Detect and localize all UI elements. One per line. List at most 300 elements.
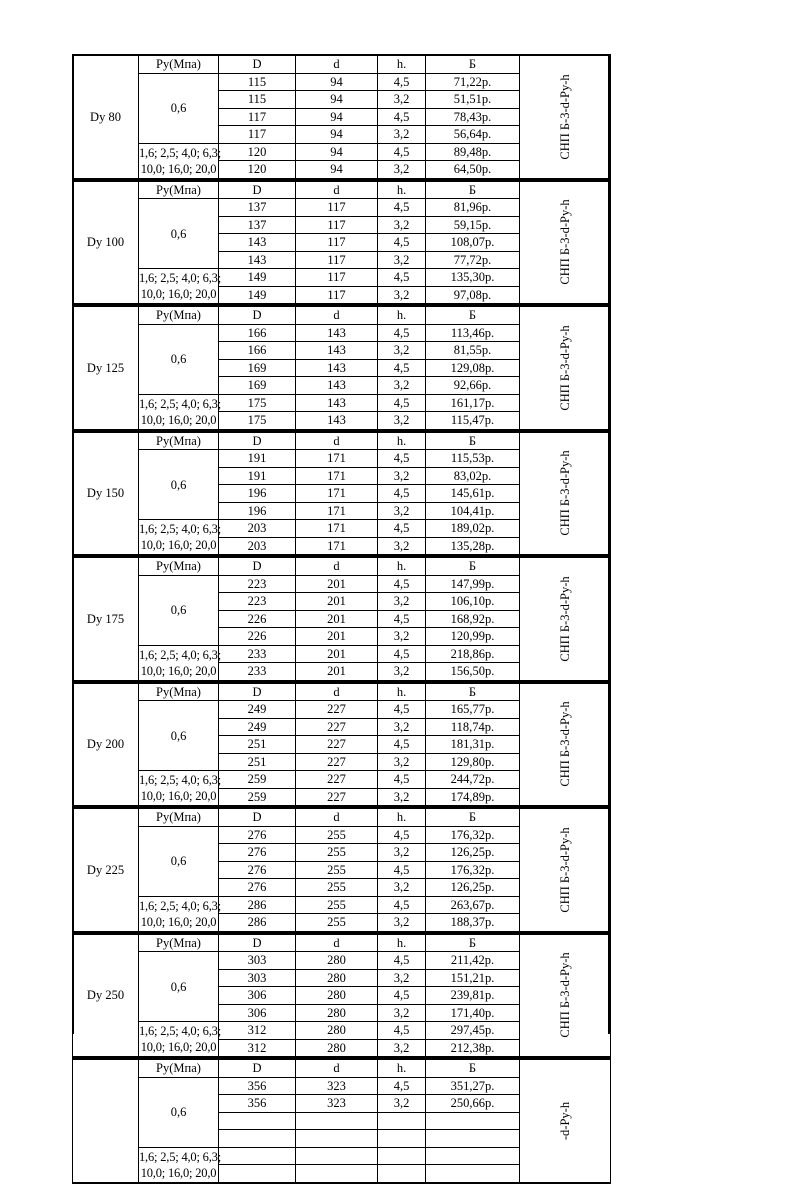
thickness-cell: 3,2 xyxy=(378,844,426,862)
pressure-high-line2: 10,0; 16,0; 20,0 xyxy=(140,538,217,552)
pressure-high-line2: 10,0; 16,0; 20,0 xyxy=(140,914,217,929)
inner-diameter-cell: 117 xyxy=(296,216,378,234)
designation-code xyxy=(520,55,611,179)
header-pressure: Ру(Мпа) xyxy=(139,1059,219,1077)
thickness-cell: 3,2 xyxy=(378,593,426,611)
inner-diameter-cell: 117 xyxy=(296,251,378,269)
thickness-cell: 4,5 xyxy=(378,701,426,719)
outer-diameter-cell: 276 xyxy=(219,879,296,897)
price-cell: 176,32р. xyxy=(426,826,520,844)
inner-diameter-cell: 117 xyxy=(296,199,378,217)
price-cell: 165,77р. xyxy=(426,701,520,719)
outer-diameter-cell: 276 xyxy=(219,861,296,879)
pressure-high xyxy=(139,1022,219,1058)
size-block xyxy=(72,431,611,557)
pressure-high-line1: 1,6; 2,5; 4,0; 6,3; xyxy=(139,396,221,411)
designation-code-text: -d-Ру-h xyxy=(558,1101,572,1140)
price-cell: 83,02р. xyxy=(426,467,520,485)
inner-diameter-cell: 323 xyxy=(296,1095,378,1113)
header-row xyxy=(73,808,611,826)
price-cell xyxy=(426,1130,520,1148)
header-row xyxy=(73,1059,611,1077)
inner-diameter-cell: 323 xyxy=(296,1077,378,1095)
thickness-cell: 4,5 xyxy=(378,861,426,879)
inner-diameter-cell: 94 xyxy=(296,143,378,161)
outer-diameter-cell: 166 xyxy=(219,342,296,360)
outer-diameter-cell: 169 xyxy=(219,359,296,377)
inner-diameter-cell: 201 xyxy=(296,663,378,681)
thickness-cell xyxy=(378,1165,426,1183)
pressure-high-line1: 1,6; 2,5; 4,0; 6,3; xyxy=(139,1149,221,1164)
price-cell: 51,51р. xyxy=(426,91,520,109)
price-cell: 239,81р. xyxy=(426,987,520,1005)
pressure-low: 0,6 xyxy=(139,575,219,645)
inner-diameter-cell: 201 xyxy=(296,628,378,646)
inner-diameter-cell: 280 xyxy=(296,1039,378,1057)
thickness-cell: 4,5 xyxy=(378,143,426,161)
thickness-cell: 3,2 xyxy=(378,1039,426,1057)
designation-code-text: СНП Б-3-d-Ру-h xyxy=(558,450,572,536)
header-pressure: Ру(Мпа) xyxy=(139,808,219,826)
inner-diameter-cell: 280 xyxy=(296,987,378,1005)
thickness-cell: 4,5 xyxy=(378,575,426,593)
thickness-cell: 4,5 xyxy=(378,73,426,91)
header-outer-diameter: D xyxy=(219,306,296,324)
price-cell: 151,21р. xyxy=(426,969,520,987)
thickness-cell: 4,5 xyxy=(378,234,426,252)
price-cell: 189,02р. xyxy=(426,520,520,538)
price-cell: 351,27р. xyxy=(426,1077,520,1095)
price-cell: 250,66р. xyxy=(426,1095,520,1113)
size-block xyxy=(72,556,611,682)
header-row xyxy=(73,181,611,199)
outer-diameter-cell: 233 xyxy=(219,663,296,681)
pressure-high xyxy=(139,896,219,932)
header-row xyxy=(73,432,611,450)
inner-diameter-cell: 280 xyxy=(296,969,378,987)
size-block xyxy=(72,807,611,933)
inner-diameter-cell: 255 xyxy=(296,879,378,897)
outer-diameter-cell: 196 xyxy=(219,485,296,503)
header-inner-diameter: d xyxy=(296,557,378,575)
outer-diameter-cell: 356 xyxy=(219,1095,296,1113)
header-outer-diameter: D xyxy=(219,557,296,575)
thickness-cell: 3,2 xyxy=(378,718,426,736)
header-thickness: h. xyxy=(378,557,426,575)
header-inner-diameter: d xyxy=(296,934,378,952)
header-outer-diameter: D xyxy=(219,181,296,199)
pressure-high-line1: 1,6; 2,5; 4,0; 6,3; xyxy=(139,647,221,662)
price-cell: 161,17р. xyxy=(426,394,520,412)
designation-code-text: СНП Б-3-d-Ру-h xyxy=(558,199,572,285)
inner-diameter-cell: 143 xyxy=(296,324,378,342)
thickness-cell: 4,5 xyxy=(378,1022,426,1040)
size-block xyxy=(72,180,611,306)
inner-diameter-cell: 117 xyxy=(296,234,378,252)
price-cell: 115,47р. xyxy=(426,412,520,430)
thickness-cell: 4,5 xyxy=(378,987,426,1005)
pressure-low: 0,6 xyxy=(139,199,219,269)
thickness-cell: 4,5 xyxy=(378,269,426,287)
thickness-cell: 4,5 xyxy=(378,610,426,628)
pressure-high-line1: 1,6; 2,5; 4,0; 6,3; xyxy=(139,898,221,913)
outer-diameter-cell: 226 xyxy=(219,628,296,646)
thickness-cell: 3,2 xyxy=(378,342,426,360)
inner-diameter-cell: 171 xyxy=(296,502,378,520)
thickness-cell: 3,2 xyxy=(378,753,426,771)
thickness-cell: 3,2 xyxy=(378,412,426,430)
thickness-cell: 3,2 xyxy=(378,216,426,234)
nominal-diameter: Dy 125 xyxy=(73,306,139,430)
thickness-cell: 4,5 xyxy=(378,771,426,789)
thickness-cell: 4,5 xyxy=(378,520,426,538)
pressure-low: 0,6 xyxy=(139,1077,219,1147)
pressure-high-line1: 1,6; 2,5; 4,0; 6,3; xyxy=(139,773,221,787)
header-price: Б xyxy=(426,557,520,575)
thickness-cell: 3,2 xyxy=(378,1004,426,1022)
header-price: Б xyxy=(426,181,520,199)
size-block xyxy=(72,933,611,1059)
nominal-diameter: Dy 250 xyxy=(73,934,139,1058)
header-price: Б xyxy=(426,683,520,701)
price-cell: 147,99р. xyxy=(426,575,520,593)
price-cell: 156,50р. xyxy=(426,663,520,681)
price-cell: 97,08р. xyxy=(426,286,520,304)
designation-code xyxy=(520,683,611,807)
inner-diameter-cell: 143 xyxy=(296,359,378,377)
inner-diameter-cell: 117 xyxy=(296,269,378,287)
inner-diameter-cell: 143 xyxy=(296,394,378,412)
price-cell: 81,55р. xyxy=(426,342,520,360)
designation-code-text: СНП Б-3-d-Ру-h xyxy=(558,325,572,411)
nominal-diameter: Dy 100 xyxy=(73,181,139,305)
inner-diameter-cell: 227 xyxy=(296,753,378,771)
outer-diameter-cell: 303 xyxy=(219,952,296,970)
header-row xyxy=(73,557,611,575)
inner-diameter-cell: 94 xyxy=(296,73,378,91)
inner-diameter-cell: 201 xyxy=(296,593,378,611)
price-cell: 135,30р. xyxy=(426,269,520,287)
thickness-cell: 4,5 xyxy=(378,108,426,126)
price-cell: 77,72р. xyxy=(426,251,520,269)
thickness-cell: 3,2 xyxy=(378,91,426,109)
thickness-cell: 3,2 xyxy=(378,879,426,897)
price-cell: 126,25р. xyxy=(426,844,520,862)
inner-diameter-cell: 255 xyxy=(296,861,378,879)
designation-code-text: СНП Б-3-d-Ру-h xyxy=(558,701,572,787)
price-cell: 171,40р. xyxy=(426,1004,520,1022)
inner-diameter-cell: 143 xyxy=(296,377,378,395)
pressure-high xyxy=(139,1147,219,1183)
header-outer-diameter: D xyxy=(219,683,296,701)
outer-diameter-cell xyxy=(219,1130,296,1148)
price-cell: 129,80р. xyxy=(426,753,520,771)
inner-diameter-cell: 201 xyxy=(296,610,378,628)
header-thickness: h. xyxy=(378,1059,426,1077)
thickness-cell: 4,5 xyxy=(378,450,426,468)
price-cell: 297,45р. xyxy=(426,1022,520,1040)
inner-diameter-cell xyxy=(296,1130,378,1148)
size-block xyxy=(72,1058,611,1184)
header-price: Б xyxy=(426,432,520,450)
outer-diameter-cell: 356 xyxy=(219,1077,296,1095)
nominal-diameter xyxy=(73,1059,139,1183)
designation-code xyxy=(520,808,611,932)
price-cell: 212,38р. xyxy=(426,1039,520,1057)
outer-diameter-cell: 191 xyxy=(219,467,296,485)
inner-diameter-cell: 171 xyxy=(296,450,378,468)
outer-diameter-cell: 175 xyxy=(219,412,296,430)
pressure-low: 0,6 xyxy=(139,450,219,520)
designation-code xyxy=(520,306,611,430)
designation-code-text: СНП Б-3-d-Ру-h xyxy=(558,74,572,160)
outer-diameter-cell: 249 xyxy=(219,718,296,736)
price-cell: 113,46р. xyxy=(426,324,520,342)
thickness-cell: 4,5 xyxy=(378,826,426,844)
thickness-cell: 3,2 xyxy=(378,1095,426,1113)
pressure-low: 0,6 xyxy=(139,952,219,1022)
header-thickness: h. xyxy=(378,181,426,199)
inner-diameter-cell: 227 xyxy=(296,736,378,754)
inner-diameter-cell: 201 xyxy=(296,575,378,593)
pressure-high-line2: 10,0; 16,0; 20,0 xyxy=(140,1165,217,1180)
header-thickness: h. xyxy=(378,55,426,73)
outer-diameter-cell: 166 xyxy=(219,324,296,342)
pressure-high-line2: 10,0; 16,0; 20,0 xyxy=(140,287,217,301)
outer-diameter-cell: 191 xyxy=(219,450,296,468)
outer-diameter-cell: 306 xyxy=(219,987,296,1005)
header-outer-diameter: D xyxy=(219,55,296,73)
inner-diameter-cell: 280 xyxy=(296,1022,378,1040)
header-pressure: Ру(Мпа) xyxy=(139,306,219,324)
price-cell: 181,31р. xyxy=(426,736,520,754)
price-cell: 118,74р. xyxy=(426,718,520,736)
pressure-high-line1: 1,6; 2,5; 4,0; 6,3; xyxy=(139,1024,221,1038)
header-row xyxy=(73,306,611,324)
designation-code xyxy=(520,181,611,305)
pressure-high xyxy=(139,771,219,807)
thickness-cell: 3,2 xyxy=(378,663,426,681)
header-outer-diameter: D xyxy=(219,1059,296,1077)
inner-diameter-cell: 171 xyxy=(296,537,378,555)
inner-diameter-cell xyxy=(296,1147,378,1165)
outer-diameter-cell: 143 xyxy=(219,251,296,269)
price-cell: 92,66р. xyxy=(426,377,520,395)
header-pressure: Ру(Мпа) xyxy=(139,683,219,701)
price-cell: 106,10р. xyxy=(426,593,520,611)
price-cell: 174,89р. xyxy=(426,788,520,806)
outer-diameter-cell: 137 xyxy=(219,216,296,234)
thickness-cell: 4,5 xyxy=(378,199,426,217)
pressure-low: 0,6 xyxy=(139,701,219,771)
thickness-cell: 3,2 xyxy=(378,161,426,179)
designation-code-text: СНП Б-3-d-Ру-h xyxy=(558,952,572,1038)
thickness-cell: 3,2 xyxy=(378,377,426,395)
pressure-high xyxy=(139,143,219,179)
price-cell: 56,64р. xyxy=(426,126,520,144)
price-cell: 81,96р. xyxy=(426,199,520,217)
inner-diameter-cell xyxy=(296,1165,378,1183)
thickness-cell: 3,2 xyxy=(378,126,426,144)
inner-diameter-cell: 94 xyxy=(296,108,378,126)
pressure-high xyxy=(139,520,219,556)
thickness-cell xyxy=(378,1130,426,1148)
price-cell: 135,28р. xyxy=(426,537,520,555)
header-pressure: Ру(Мпа) xyxy=(139,181,219,199)
inner-diameter-cell: 255 xyxy=(296,914,378,932)
price-cell xyxy=(426,1147,520,1165)
inner-diameter-cell: 227 xyxy=(296,788,378,806)
thickness-cell: 3,2 xyxy=(378,969,426,987)
inner-diameter-cell xyxy=(296,1112,378,1130)
thickness-cell: 4,5 xyxy=(378,324,426,342)
inner-diameter-cell: 280 xyxy=(296,1004,378,1022)
gasket-price-table xyxy=(72,54,610,1180)
inner-diameter-cell: 117 xyxy=(296,286,378,304)
outer-diameter-cell: 143 xyxy=(219,234,296,252)
price-cell xyxy=(426,1112,520,1130)
inner-diameter-cell: 227 xyxy=(296,701,378,719)
header-inner-diameter: d xyxy=(296,55,378,73)
outer-diameter-cell: 251 xyxy=(219,736,296,754)
designation-code xyxy=(520,432,611,556)
price-cell: 120,99р. xyxy=(426,628,520,646)
nominal-diameter: Dy 175 xyxy=(73,557,139,681)
header-inner-diameter: d xyxy=(296,1059,378,1077)
price-cell: 104,41р. xyxy=(426,502,520,520)
pressure-low: 0,6 xyxy=(139,826,219,896)
thickness-cell xyxy=(378,1112,426,1130)
inner-diameter-cell: 143 xyxy=(296,412,378,430)
outer-diameter-cell: 120 xyxy=(219,161,296,179)
size-block xyxy=(72,305,611,431)
price-cell: 108,07р. xyxy=(426,234,520,252)
header-thickness: h. xyxy=(378,432,426,450)
header-pressure: Ру(Мпа) xyxy=(139,432,219,450)
outer-diameter-cell: 312 xyxy=(219,1022,296,1040)
header-row xyxy=(73,55,611,73)
price-cell: 168,92р. xyxy=(426,610,520,628)
outer-diameter-cell xyxy=(219,1165,296,1183)
thickness-cell: 3,2 xyxy=(378,788,426,806)
price-cell: 244,72р. xyxy=(426,771,520,789)
outer-diameter-cell: 169 xyxy=(219,377,296,395)
pressure-high xyxy=(139,394,219,430)
pressure-low: 0,6 xyxy=(139,73,219,143)
header-outer-diameter: D xyxy=(219,808,296,826)
outer-diameter-cell: 117 xyxy=(219,126,296,144)
price-cell: 188,37р. xyxy=(426,914,520,932)
outer-diameter-cell: 276 xyxy=(219,826,296,844)
thickness-cell: 3,2 xyxy=(378,537,426,555)
outer-diameter-cell: 226 xyxy=(219,610,296,628)
inner-diameter-cell: 255 xyxy=(296,826,378,844)
header-inner-diameter: d xyxy=(296,683,378,701)
thickness-cell: 4,5 xyxy=(378,952,426,970)
inner-diameter-cell: 171 xyxy=(296,485,378,503)
price-cell: 145,61р. xyxy=(426,485,520,503)
header-inner-diameter: d xyxy=(296,808,378,826)
price-cell: 78,43р. xyxy=(426,108,520,126)
header-pressure: Ру(Мпа) xyxy=(139,557,219,575)
outer-diameter-cell xyxy=(219,1112,296,1130)
thickness-cell: 3,2 xyxy=(378,467,426,485)
designation-code xyxy=(520,1059,611,1183)
outer-diameter-cell: 312 xyxy=(219,1039,296,1057)
outer-diameter-cell: 251 xyxy=(219,753,296,771)
thickness-cell: 3,2 xyxy=(378,914,426,932)
pressure-high xyxy=(139,269,219,305)
price-cell: 59,15р. xyxy=(426,216,520,234)
outer-diameter-cell: 259 xyxy=(219,771,296,789)
nominal-diameter: Dy 80 xyxy=(73,55,139,179)
outer-diameter-cell: 203 xyxy=(219,520,296,538)
thickness-cell: 4,5 xyxy=(378,394,426,412)
price-cell: 115,53р. xyxy=(426,450,520,468)
price-cell: 129,08р. xyxy=(426,359,520,377)
pressure-high-line2: 10,0; 16,0; 20,0 xyxy=(140,663,217,678)
inner-diameter-cell: 94 xyxy=(296,91,378,109)
outer-diameter-cell: 259 xyxy=(219,788,296,806)
designation-code xyxy=(520,934,611,1058)
price-cell: 176,32р. xyxy=(426,861,520,879)
outer-diameter-cell: 233 xyxy=(219,645,296,663)
thickness-cell: 4,5 xyxy=(378,485,426,503)
size-block xyxy=(72,54,611,180)
pressure-high-line2: 10,0; 16,0; 20,0 xyxy=(140,412,217,427)
header-row xyxy=(73,683,611,701)
outer-diameter-cell: 196 xyxy=(219,502,296,520)
pressure-high-line2: 10,0; 16,0; 20,0 xyxy=(140,789,217,803)
inner-diameter-cell: 280 xyxy=(296,952,378,970)
outer-diameter-cell: 203 xyxy=(219,537,296,555)
header-price: Б xyxy=(426,934,520,952)
inner-diameter-cell: 201 xyxy=(296,645,378,663)
outer-diameter-cell: 306 xyxy=(219,1004,296,1022)
nominal-diameter: Dy 225 xyxy=(73,808,139,932)
pressure-high xyxy=(139,645,219,681)
outer-diameter-cell xyxy=(219,1147,296,1165)
pressure-high-line1: 1,6; 2,5; 4,0; 6,3; xyxy=(139,271,221,285)
thickness-cell: 3,2 xyxy=(378,628,426,646)
outer-diameter-cell: 149 xyxy=(219,269,296,287)
outer-diameter-cell: 276 xyxy=(219,844,296,862)
header-pressure: Ру(Мпа) xyxy=(139,55,219,73)
header-outer-diameter: D xyxy=(219,934,296,952)
header-price: Б xyxy=(426,808,520,826)
pressure-high-line1: 1,6; 2,5; 4,0; 6,3; xyxy=(139,145,221,160)
pressure-high-line2: 10,0; 16,0; 20,0 xyxy=(140,161,217,176)
price-cell: 71,22р. xyxy=(426,73,520,91)
header-thickness: h. xyxy=(378,808,426,826)
header-row xyxy=(73,934,611,952)
thickness-cell: 4,5 xyxy=(378,645,426,663)
thickness-cell: 4,5 xyxy=(378,359,426,377)
outer-diameter-cell: 115 xyxy=(219,91,296,109)
header-pressure: Ру(Мпа) xyxy=(139,934,219,952)
pressure-high-line2: 10,0; 16,0; 20,0 xyxy=(140,1040,217,1054)
price-cell: 211,42р. xyxy=(426,952,520,970)
price-cell: 64,50р. xyxy=(426,161,520,179)
header-price: Б xyxy=(426,306,520,324)
inner-diameter-cell: 171 xyxy=(296,520,378,538)
outer-diameter-cell: 149 xyxy=(219,286,296,304)
price-cell: 126,25р. xyxy=(426,879,520,897)
header-inner-diameter: d xyxy=(296,306,378,324)
outer-diameter-cell: 286 xyxy=(219,896,296,914)
outer-diameter-cell: 137 xyxy=(219,199,296,217)
thickness-cell: 4,5 xyxy=(378,736,426,754)
